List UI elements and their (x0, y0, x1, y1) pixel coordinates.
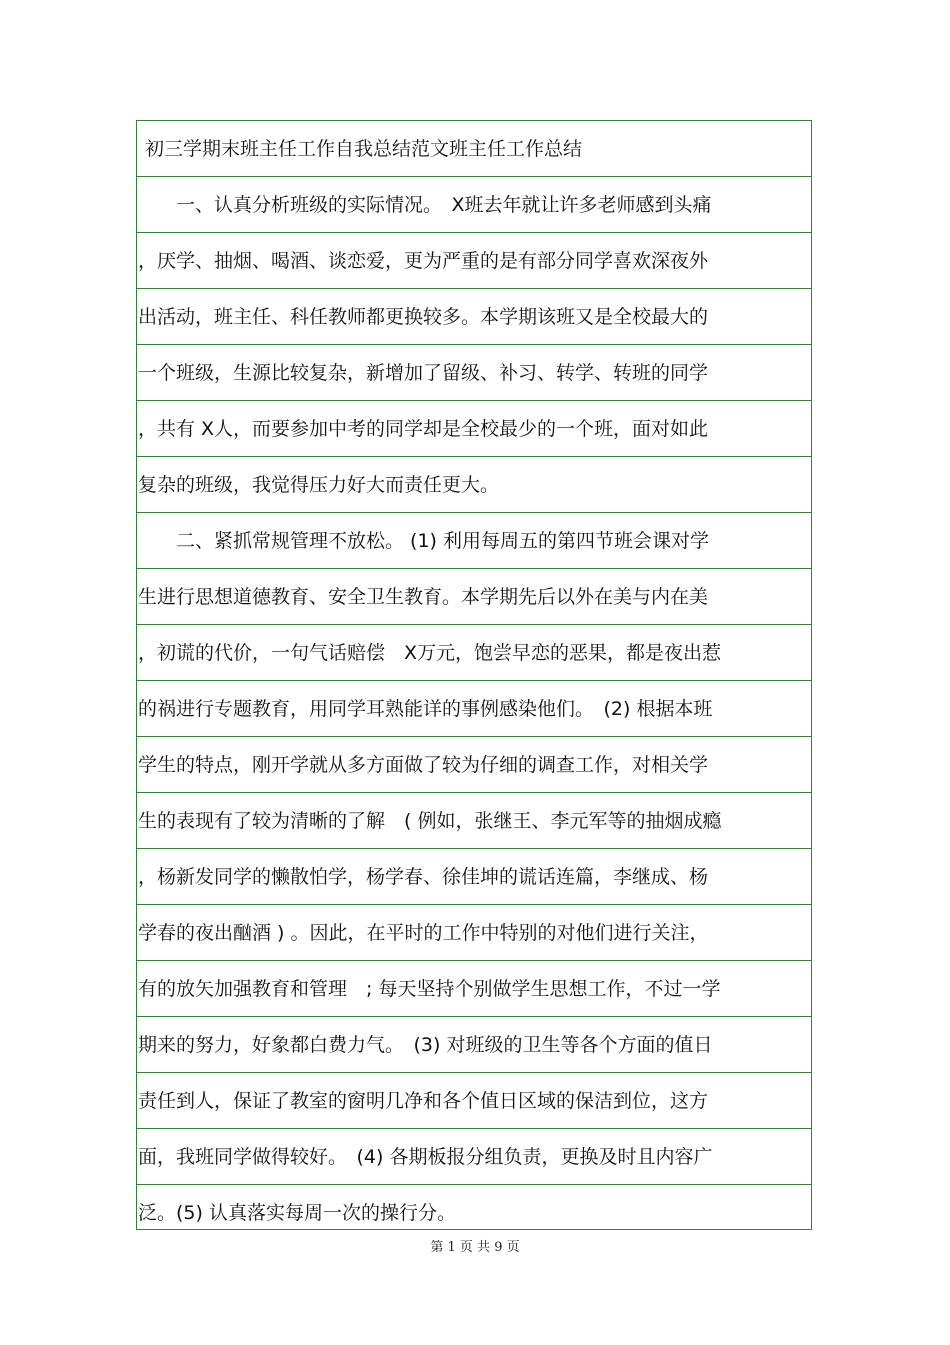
text-line: 期来的努力，好象都白费力气。 (3) 对班级的卫生等各个方面的值日 (137, 1017, 811, 1073)
text-line: 出活动，班主任、科任教师都更换较多。本学期该班又是全校最大的 (137, 289, 811, 345)
text-line: 一个班级，生源比较复杂，新增加了留级、补习、转学、转班的同学 (137, 345, 811, 401)
text-line: 生进行思想道德教育、安全卫生教育。本学期先后以外在美与内在美 (137, 569, 811, 625)
text-line: ，初谎的代价，一句气话赔偿 X万元，饱尝早恋的恶果，都是夜出惹 (137, 625, 811, 681)
text-line: 复杂的班级，我觉得压力好大而责任更大。 (137, 457, 811, 513)
text-line: 一、认真分析班级的实际情况。 X班去年就让许多老师感到头痛 (137, 177, 811, 233)
text-line: 二、紧抓常规管理不放松。 (1) 利用每周五的第四节班会课对学 (137, 513, 811, 569)
text-line: ，厌学、抽烟、喝酒、谈恋爱，更为严重的是有部分同学喜欢深夜外 (137, 233, 811, 289)
text-line: 的祸进行专题教育，用同学耳熟能详的事例感染他们。 (2) 根据本班 (137, 681, 811, 737)
text-line: 泛。(5) 认真落实每周一次的操行分。 (138, 1202, 456, 1224)
text-line: ，杨新发同学的懒散怕学，杨学春、徐佳坤的谎话连篇，李继成、杨 (137, 849, 811, 905)
text-line: 有的放矢加强教育和管理 ; 每天坚持个别做学生思想工作，不过一学 (137, 961, 811, 1017)
document-title: 初三学期末班主任工作自我总结范文班主任工作总结 (137, 121, 811, 177)
text-line: 责任到人，保证了教室的窗明几净和各个值日区域的保洁到位，这方 (137, 1073, 811, 1129)
document-frame (136, 120, 812, 1230)
text-line: 生的表现有了较为清晰的了解 ( 例如，张继王、李元军等的抽烟成瘾 (137, 793, 811, 849)
text-line: ，共有 X人，而要参加中考的同学却是全校最少的一个班，面对如此 (137, 401, 811, 457)
page-number-footer: 第 1 页 共 9 页 (430, 1240, 520, 1255)
text-line: 学生的特点，刚开学就从多方面做了较为仔细的调查工作，对相关学 (137, 737, 811, 793)
text-line: 面，我班同学做得较好。 (4) 各期板报分组负责，更换及时且内容广 (137, 1129, 811, 1185)
text-line: 学春的夜出酗酒 ) 。因此，在平时的工作中特别的对他们进行关注， (137, 905, 811, 961)
